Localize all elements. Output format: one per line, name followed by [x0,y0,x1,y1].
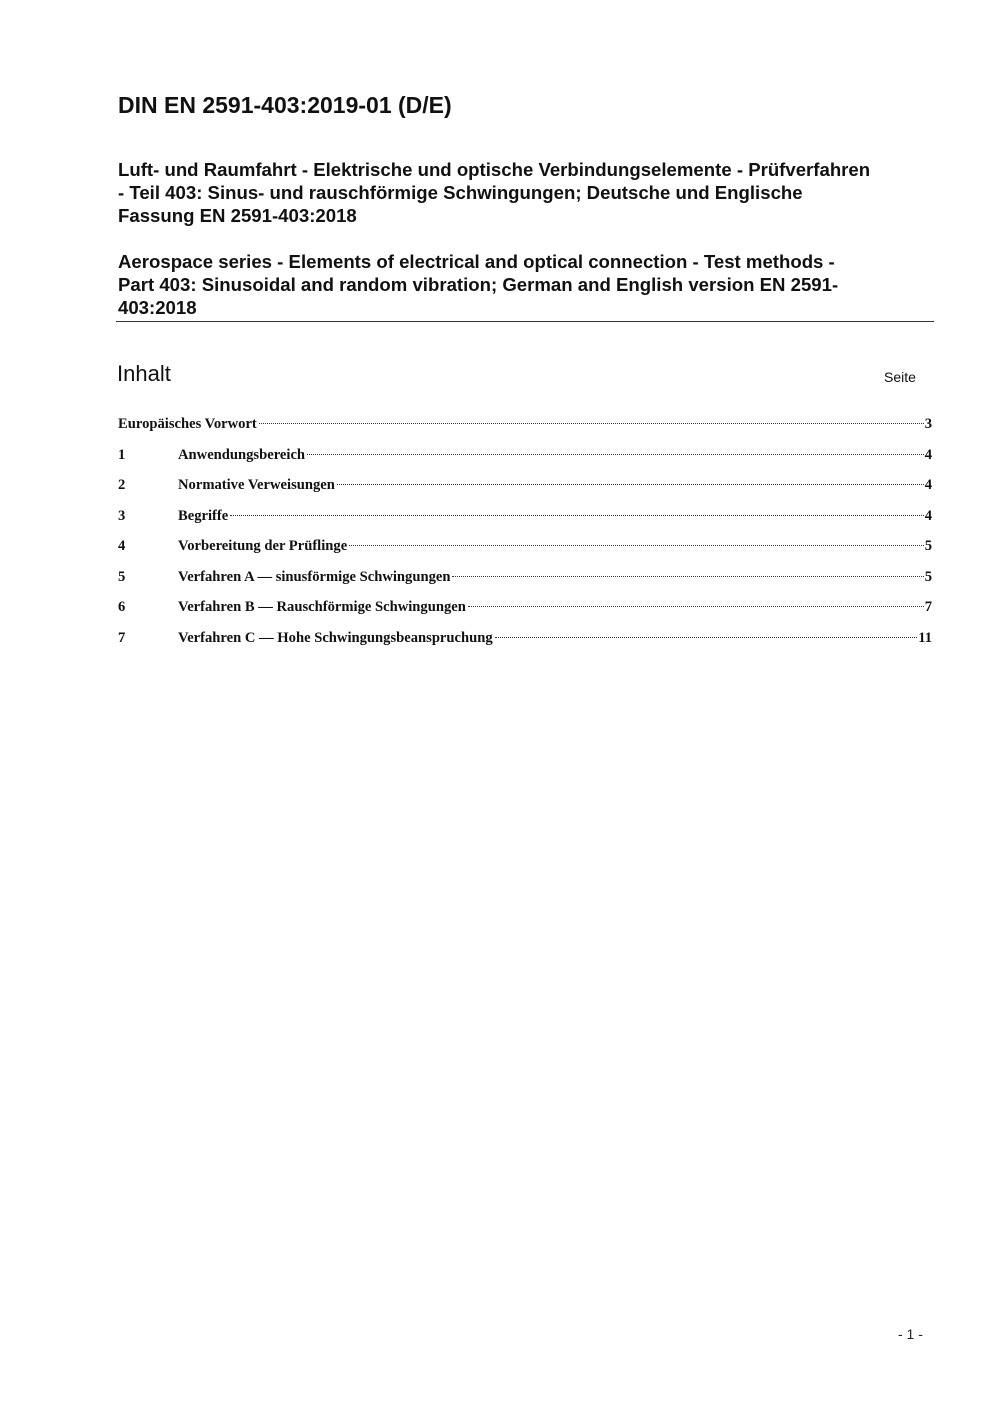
toc-entry-3[interactable] [118,508,932,539]
document-title: DIN EN 2591-403:2019-01 (D/E) [118,92,452,118]
toc-entry-page: 5 [924,538,932,554]
toc-entry-label: Europäisches Vorwort [118,416,257,432]
english-title-line: 403:2018 [118,297,197,318]
toc-entry-label: Normative Verweisungen [178,477,335,493]
toc-entry-6[interactable] [118,599,932,630]
toc-entry-number: 2 [118,477,126,493]
toc-entry-4[interactable] [118,538,932,569]
toc-entry-label: Verfahren A — sinusförmige Schwingungen [178,568,451,585]
english-title-line: Part 403: Sinusoidal and random vibration; German and English version EN 2591- [118,274,839,295]
dot-leader [307,454,924,455]
toc-entry-europaisches-vorwort[interactable] [118,416,932,447]
german-title [118,158,938,227]
toc-entry-label: Verfahren C — Hohe Schwingungsbeanspruchung [178,629,493,646]
toc-entry-number: 7 [118,629,126,646]
toc-entry-number: 5 [118,568,126,585]
dot-leader [495,637,918,638]
toc-entry-1[interactable] [118,447,932,478]
toc-entry-number: 6 [118,599,126,615]
german-title-line: Fassung EN 2591-403:2018 [118,205,357,226]
toc-heading: Inhalt [117,361,171,386]
toc-entry-page: 3 [924,416,932,432]
dot-leader [349,545,924,546]
title-divider [116,321,934,322]
toc-entry-7[interactable] [118,630,932,661]
dot-leader [337,484,924,485]
toc-entry-page: 5 [924,568,932,585]
dot-leader [230,515,923,516]
toc-entry-page: 4 [924,446,932,463]
page-number: - 1 - [898,1326,923,1342]
toc-entry-label: Verfahren B — Rauschförmige Schwingungen [178,599,466,615]
toc-entry-label: Begriffe [178,507,229,524]
toc-entry-number: 1 [118,446,126,463]
dot-leader [452,576,923,577]
toc-entry-2[interactable] [118,477,932,508]
toc-entry-page: 4 [924,477,932,493]
german-title-line: Luft- und Raumfahrt - Elektrische und optische Verbindungselemente - Prüfverfahren [118,159,871,180]
toc-entry-number: 3 [118,507,126,524]
german-title-line: - Teil 403: Sinus- und rauschförmige Schwingungen; Deutsche und Englische [118,182,803,203]
toc-entry-label: Anwendungsbereich [178,446,306,463]
dot-leader [259,423,924,424]
toc-entry-5[interactable] [118,569,932,600]
table-of-contents [118,416,932,660]
toc-entry-page: 4 [924,507,932,524]
toc-page-column-label: Seite [884,369,916,385]
english-title [118,250,938,319]
toc-entry-label: Vorbereitung der Prüflinge [178,538,348,554]
toc-entry-number: 4 [118,538,126,554]
dot-leader [468,606,924,607]
toc-entry-page: 11 [918,629,932,646]
english-title-line: Aerospace series - Elements of electrical and optical connection - Test methods - [118,251,835,272]
toc-entry-page: 7 [924,599,932,615]
